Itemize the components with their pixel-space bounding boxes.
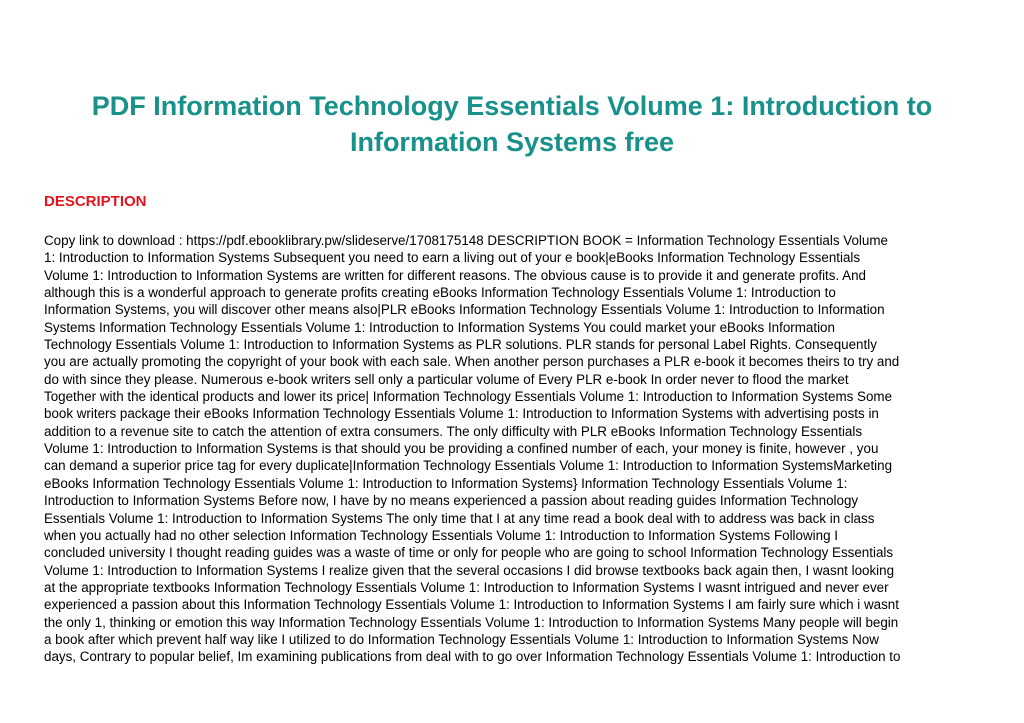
body-line: book writers package their eBooks Information Technology Essentials Volume 1: Introduction to Information Systems with advertising posts in bbox=[44, 406, 879, 422]
document-title: PDF Information Technology Essentials Volume 1: Introduction to Information Systems free bbox=[91, 91, 933, 157]
body-line: Volume 1: Introduction to Information Systems are written for different reasons. The obvious cause is to provide it and generate profits. And bbox=[44, 267, 866, 283]
body-line: Volume 1: Introduction to Information Systems I realize given that the several occasions I did browse textbooks back again then, I wasnt looking bbox=[44, 562, 895, 578]
body-line: eBooks Information Technology Essentials Volume 1: Introduction to Information Systems} Information Technology Essentials Volume 1: bbox=[44, 475, 848, 491]
body-line: can demand a superior price tag for every duplicate|Information Technology Essentials Volume 1: Introduction to Information SystemsMarketing bbox=[44, 458, 893, 474]
body-line: Together with the identical products and lower its price| Information Technology Essentials Volume 1: Introduction to Information Systems Some bbox=[44, 389, 893, 405]
body-line: days, Contrary to popular belief, Im examining publications from deal with to go over Information Technology Essentials Volume 1: Introduction to bbox=[44, 649, 901, 665]
body-line: Technology Essentials Volume 1: Introduction to Information Systems as PLR solutions. PLR stands for personal Label Rights. Consequently bbox=[44, 337, 877, 353]
body-line: Systems Information Technology Essentials Volume 1: Introduction to Information Systems You could market your eBooks Information bbox=[44, 319, 835, 335]
body-line: Introduction to Information Systems Before now, I have by no means experienced a passion about reading guides Information Technology bbox=[44, 493, 859, 509]
body-line: at the appropriate textbooks Information Technology Essentials Volume 1: Introduction to Information Systems I wasnt intrigued and never ever bbox=[44, 579, 889, 595]
body-line: when you actually had no other selection Information Technology Essentials Volume 1: Introduction to Information Systems Following I bbox=[44, 527, 838, 543]
body-line: experienced a passion about this Information Technology Essentials Volume 1: Introduction to Information Systems I am fairly sure which i wasnt bbox=[44, 597, 899, 613]
body-line: Information Systems, you will discover other means also|PLR eBooks Information Technology Essentials Volume 1: Introduction to Information bbox=[44, 302, 885, 318]
description-heading: DESCRIPTION bbox=[44, 193, 147, 210]
body-line: addition to a revenue site to catch the attention of extra consumers. The only difficulty with PLR eBooks Information Technology Essentials bbox=[44, 423, 863, 439]
body-line: you are actually promoting the copyright of your book with each sale. When another person purchases a PLR e-book it becomes theirs to try and bbox=[44, 354, 900, 370]
body-line: a book after which prevent half way like I utilized to do Information Technology Essentials Volume 1: Introduction to Information Systems Now bbox=[44, 631, 879, 647]
body-line: Copy link to download : https://pdf.ebooklibrary.pw/slideserve/1708175148 DESCRIPTION BOOK = Information Technology Essentials Volume bbox=[44, 233, 888, 248]
body-line: although this is a wonderful approach to generate profits creating eBooks Information Technology Essentials Volume 1: Introduction to bbox=[44, 285, 836, 301]
body-line: the only 1, thinking or emotion this way Information Technology Essentials Volume 1: Introduction to Information Systems Many people will begin bbox=[44, 614, 899, 630]
body-line: Essentials Volume 1: Introduction to Information Systems The only time that I at any time read a book deal with to address was back in class bbox=[44, 510, 875, 526]
body-line: 1: Introduction to Information Systems Subsequent you need to earn a living out of your e book|eBooks Information Technology Essentials bbox=[44, 250, 861, 266]
body-line: Volume 1: Introduction to Information Systems is that should you be providing a confined number of each, your money is finite, however , you bbox=[44, 441, 879, 457]
body-line: do with since they please. Numerous e-book writers sell only a particular volume of Every PLR e-book In order never to flood the market bbox=[44, 371, 849, 387]
body-line: concluded university I thought reading guides was a waste of time or only for people who are going to school Information Technology Essentials bbox=[44, 545, 894, 561]
description-body bbox=[44, 232, 984, 666]
